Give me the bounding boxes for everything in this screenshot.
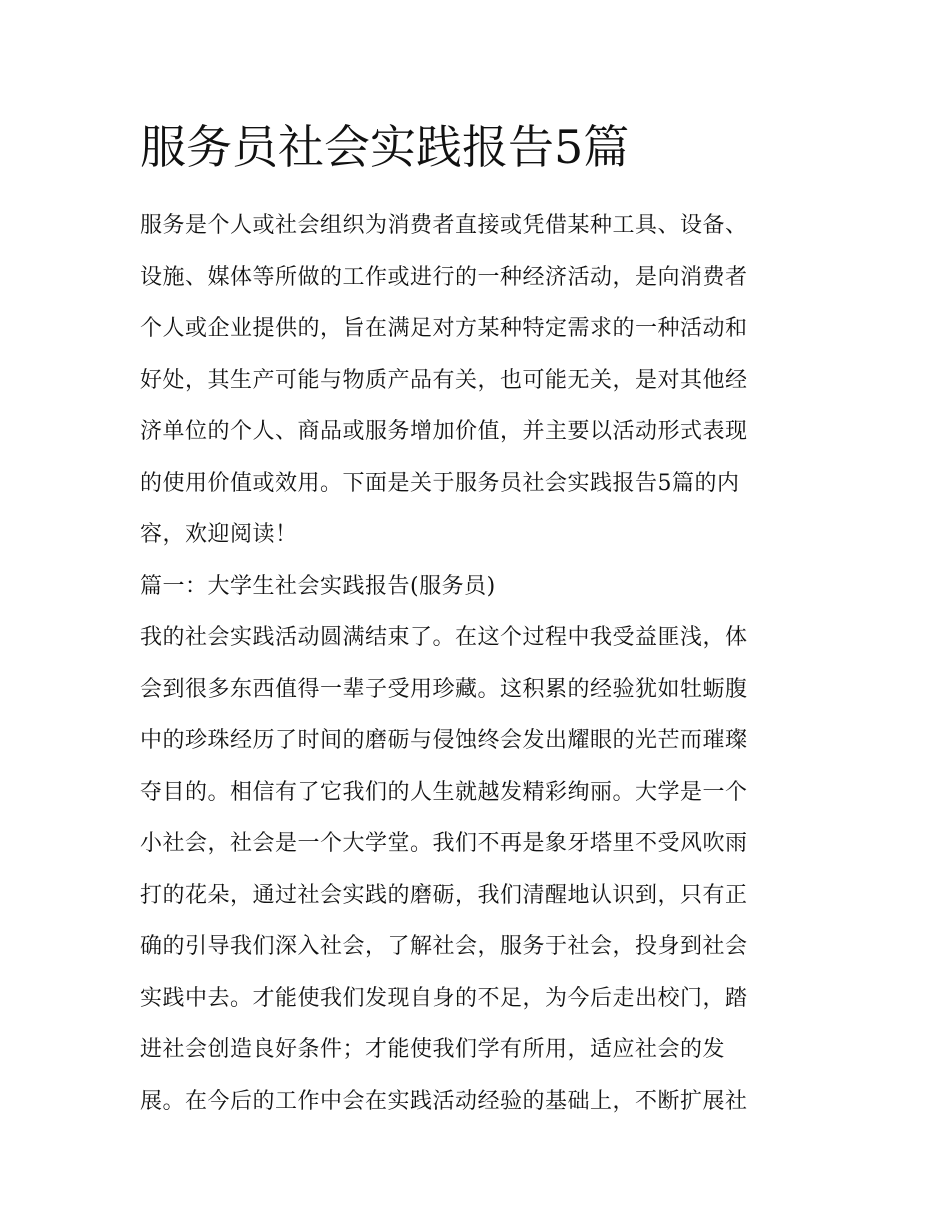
- body-line: 小社会，社会是一个大学堂。我们不再是象牙塔里不受风吹雨: [140, 831, 748, 856]
- body-line: 实践中去。才能使我们发现自身的不足，为今后走出校门，踏: [140, 985, 748, 1011]
- body-line: 好处，其生产可能与物质产品有关，也可能无关，是对其他经: [140, 367, 748, 393]
- section-heading: 篇一：大学生社会实践报告(服务员): [140, 573, 496, 599]
- body-line: 确的引导我们深入社会，了解社会，服务于社会，投身到社会: [140, 934, 748, 959]
- body-line: 进社会创造良好条件；才能使我们学有所用，适应社会的发: [140, 1037, 726, 1062]
- body-line: 济单位的个人、商品或服务增加价值，并主要以活动形式表现: [140, 419, 748, 444]
- body-line: 会到很多东西值得一辈子受用珍藏。这积累的经验犹如牡蛎腹: [140, 676, 748, 702]
- body-line: 打的花朵，通过社会实践的磨砺，我们清醒地认识到，只有正: [140, 882, 748, 908]
- body-line: 服务是个人或社会组织为消费者直接或凭借某种工具、设备、: [140, 213, 748, 238]
- body-line: 个人或企业提供的，旨在满足对方某种特定需求的一种活动和: [140, 316, 748, 341]
- body-line: 的使用价值或效用。下面是关于服务员社会实践报告5篇的内: [140, 470, 740, 496]
- body-line: 容，欢迎阅读！: [140, 522, 298, 547]
- body-line: 展。在今后的工作中会在实践活动经验的基础上，不断扩展社: [140, 1088, 748, 1114]
- body-line: 设施、媒体等所做的工作或进行的一种经济活动，是向消费者: [140, 264, 748, 290]
- body-line: 夺目的。相信有了它我们的人生就越发精彩绚丽。大学是一个: [140, 779, 748, 805]
- body-line: 中的珍珠经历了时间的磨砺与侵蚀终会发出耀眼的光芒而璀璨: [140, 728, 748, 753]
- body-line: 我的社会实践活动圆满结束了。在这个过程中我受益匪浅，体: [140, 625, 748, 650]
- document-title: 服务员社会实践报告5篇: [140, 120, 630, 174]
- document-body: [140, 200, 820, 1127]
